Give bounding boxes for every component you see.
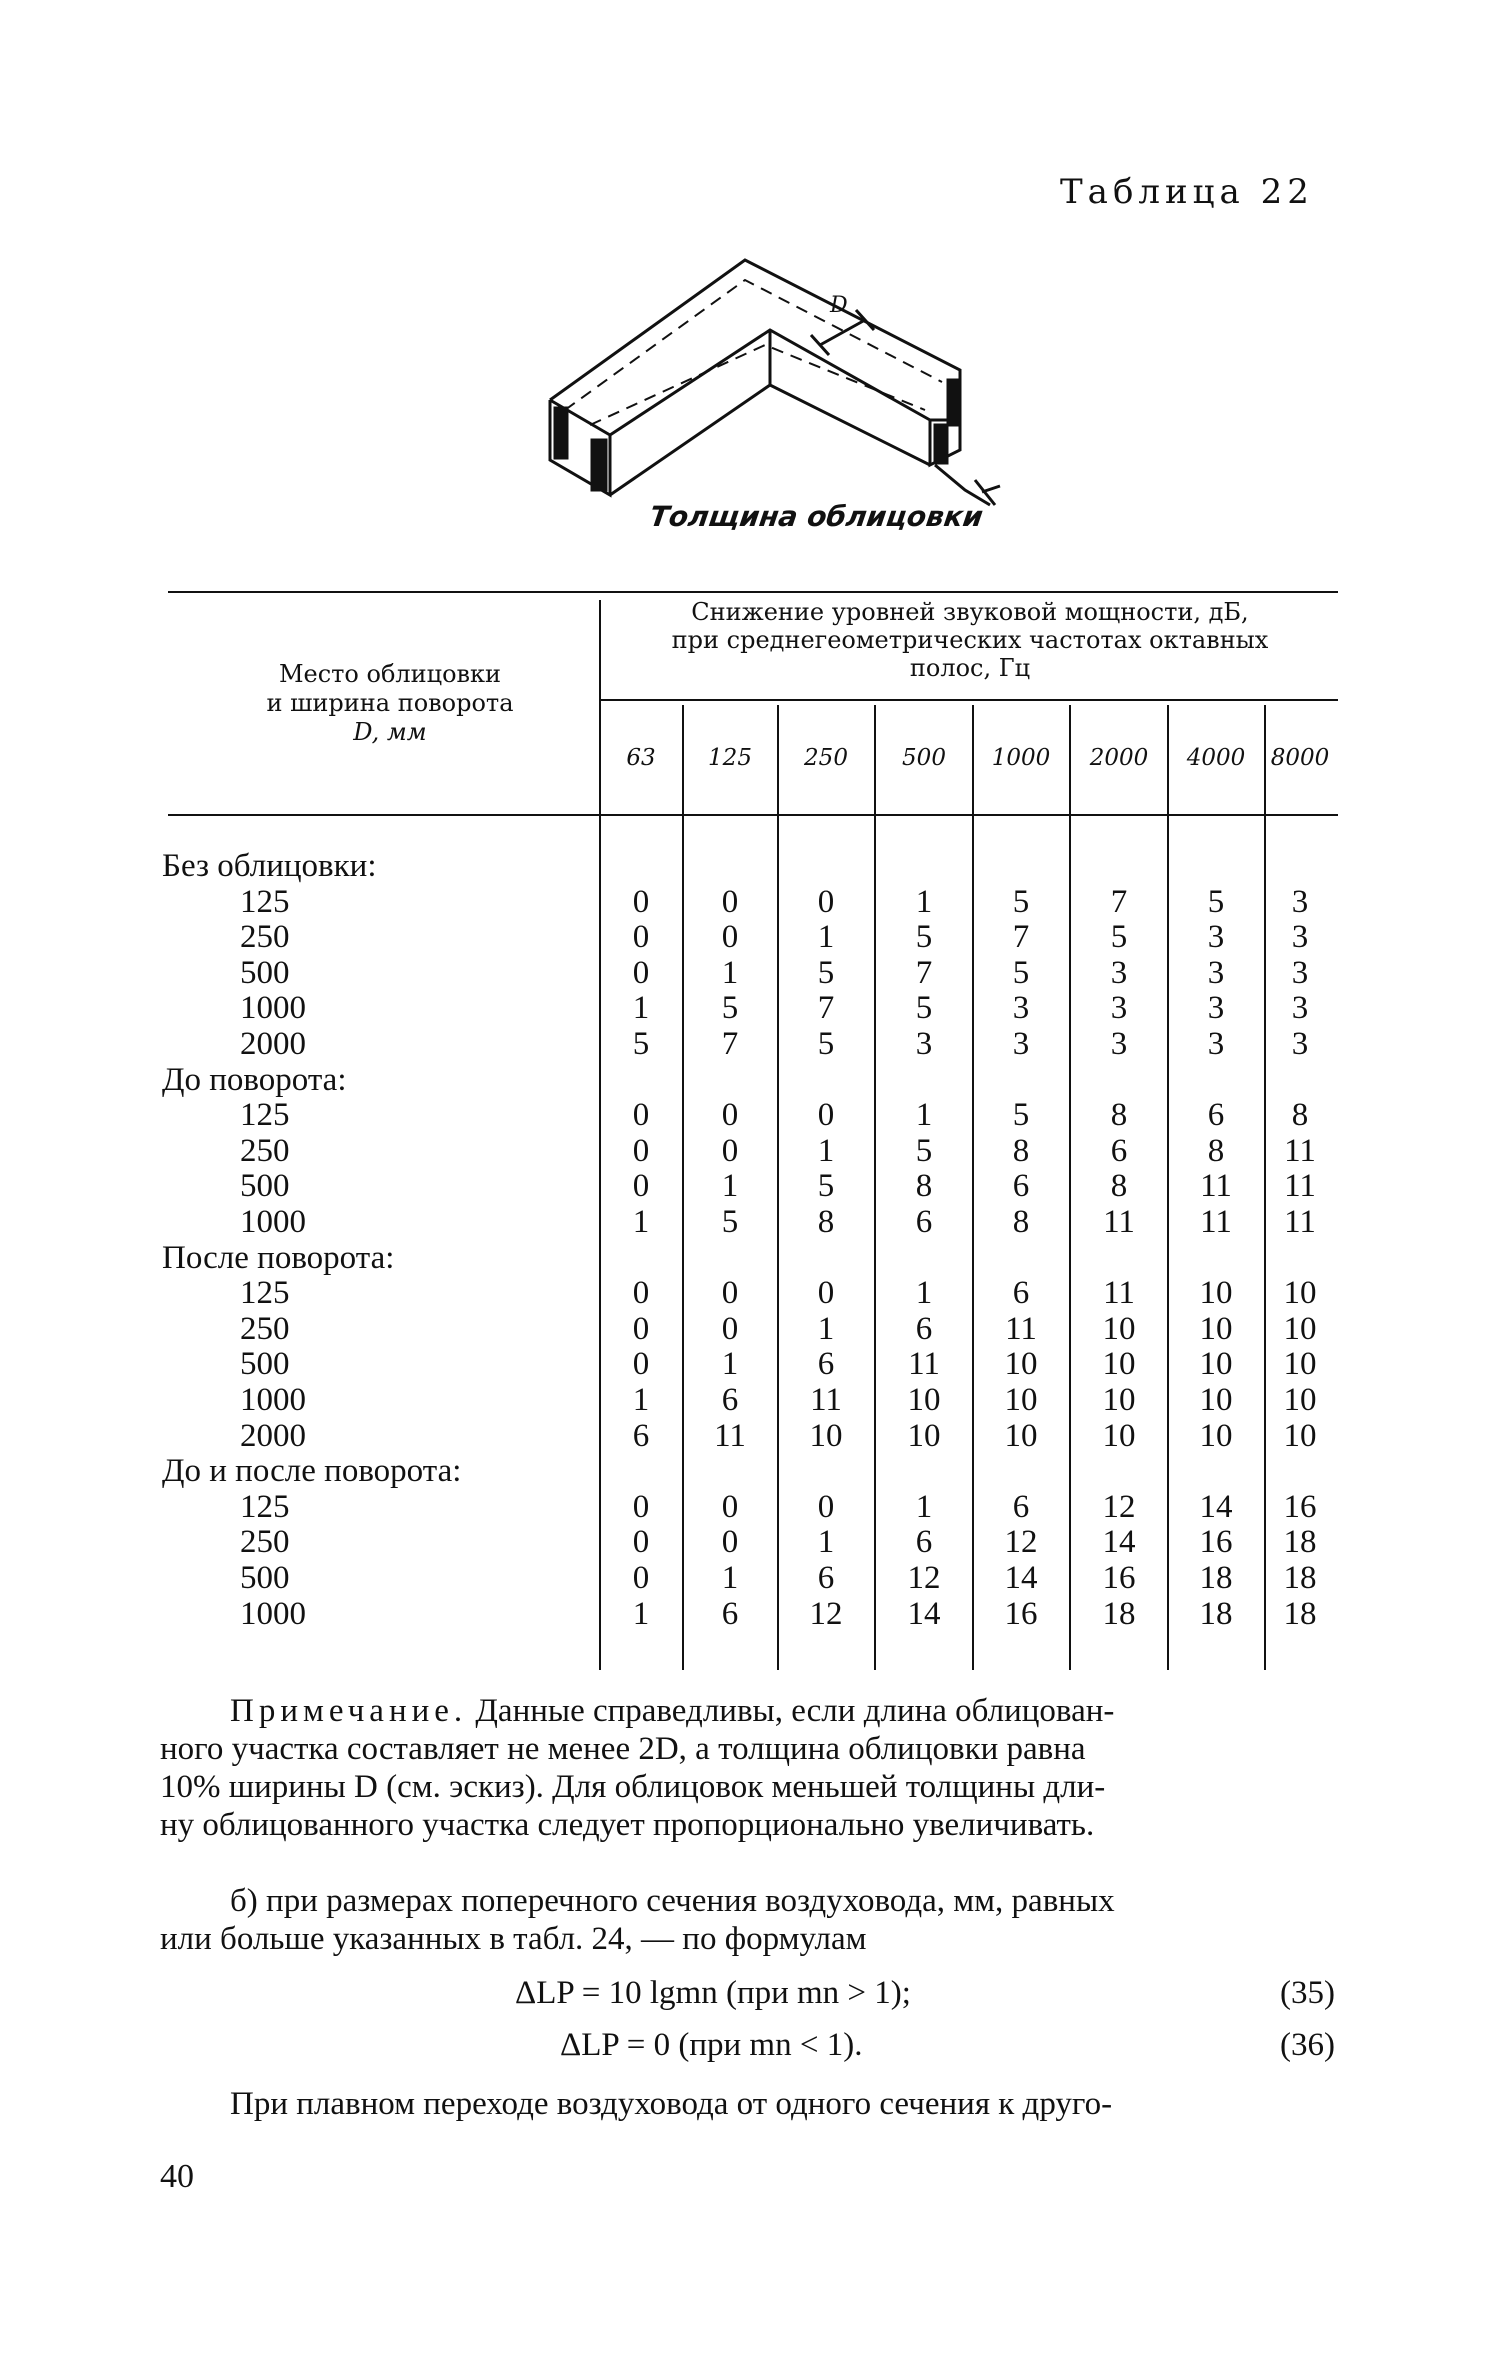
note-text: Данные справедливы, если длина облицован- bbox=[475, 1693, 1115, 1729]
table-cell: 1 bbox=[632, 1596, 650, 1632]
table-cell: 12 bbox=[907, 1560, 941, 1596]
table-cell: 8 bbox=[1207, 1133, 1225, 1169]
row-label: 500 bbox=[240, 1168, 290, 1204]
table-cell: 10 bbox=[1283, 1311, 1317, 1347]
table-cell: 5 bbox=[1207, 884, 1225, 920]
table-cell: 0 bbox=[817, 1097, 835, 1133]
table-cell: 18 bbox=[1199, 1596, 1233, 1632]
table-cell: 10 bbox=[1102, 1311, 1136, 1347]
paragraph-line: б) при размерах поперечного сечения воздуховода, мм, равных bbox=[230, 1883, 1115, 1919]
header-group-line: полос, Гц bbox=[909, 654, 1031, 682]
table-cell: 1 bbox=[817, 1524, 835, 1560]
table-cell: 11 bbox=[1200, 1168, 1232, 1204]
table-cell: 12 bbox=[1102, 1489, 1136, 1525]
table-cell: 1 bbox=[721, 1346, 739, 1382]
table-cell: 0 bbox=[817, 1275, 835, 1311]
table-cell: 0 bbox=[632, 955, 650, 991]
table-cell: 0 bbox=[817, 1489, 835, 1525]
frequency-header: 2000 bbox=[1089, 745, 1149, 771]
row-label: 500 bbox=[240, 1560, 290, 1596]
table-cell: 5 bbox=[817, 1168, 835, 1204]
table-cell: 5 bbox=[632, 1026, 650, 1062]
paragraph-line: или больше указанных в табл. 24, — по формулам bbox=[160, 1921, 867, 1957]
table-cell: 0 bbox=[632, 1346, 650, 1382]
page-number: 40 bbox=[160, 2158, 194, 2195]
note-lead: Примечание. bbox=[230, 1693, 468, 1729]
table-cell: 5 bbox=[915, 1133, 933, 1169]
table-cell: 0 bbox=[817, 884, 835, 920]
table-cell: 8 bbox=[1012, 1204, 1030, 1240]
table-cell: 7 bbox=[817, 990, 835, 1026]
table-cell: 8 bbox=[1110, 1168, 1128, 1204]
table-cell: 6 bbox=[915, 1204, 933, 1240]
table-title: Таблица 22 bbox=[1060, 172, 1314, 212]
table-cell: 18 bbox=[1283, 1524, 1317, 1560]
table-cell: 6 bbox=[1012, 1168, 1030, 1204]
table-cell: 5 bbox=[721, 1204, 739, 1240]
table-cell: 16 bbox=[1283, 1489, 1317, 1525]
table-cell: 3 bbox=[1207, 919, 1225, 955]
table-cell: 5 bbox=[915, 990, 933, 1026]
row-label: 250 bbox=[240, 1524, 290, 1560]
table-cell: 0 bbox=[632, 884, 650, 920]
table-cell: 11 bbox=[1284, 1133, 1316, 1169]
table-cell: 6 bbox=[1012, 1275, 1030, 1311]
table-cell: 6 bbox=[817, 1560, 835, 1596]
row-label: 250 bbox=[240, 919, 290, 955]
table-cell: 10 bbox=[1004, 1346, 1038, 1382]
row-label: 1000 bbox=[240, 990, 306, 1026]
table-cell: 5 bbox=[1012, 884, 1030, 920]
table-cell: 18 bbox=[1199, 1560, 1233, 1596]
frequency-header: 63 bbox=[626, 745, 656, 771]
table-cell: 7 bbox=[915, 955, 933, 991]
note-line bbox=[230, 1692, 1114, 1730]
table-cell: 0 bbox=[721, 1524, 739, 1560]
table-cell: 16 bbox=[1199, 1524, 1233, 1560]
table-cell: 10 bbox=[1199, 1311, 1233, 1347]
table-cell: 10 bbox=[1199, 1418, 1233, 1454]
table-cell: 0 bbox=[632, 919, 650, 955]
table-cell: 11 bbox=[1200, 1204, 1232, 1240]
row-label: 250 bbox=[240, 1311, 290, 1347]
section-label: До и после поворота: bbox=[162, 1453, 462, 1489]
section-label: После поворота: bbox=[162, 1240, 395, 1276]
table-cell: 8 bbox=[817, 1204, 835, 1240]
table-cell: 3 bbox=[915, 1026, 933, 1062]
table-cell: 11 bbox=[714, 1418, 746, 1454]
row-label: 1000 bbox=[240, 1204, 306, 1240]
frequency-header: 4000 bbox=[1186, 745, 1246, 771]
note-line: 10% ширины D (см. эскиз). Для облицовок меньшей толщины дли- bbox=[160, 1769, 1106, 1805]
table-cell: 0 bbox=[721, 884, 739, 920]
table-cell: 18 bbox=[1102, 1596, 1136, 1632]
table-cell: 3 bbox=[1291, 919, 1309, 955]
table-cell: 0 bbox=[632, 1168, 650, 1204]
table-cell: 10 bbox=[1283, 1346, 1317, 1382]
table-cell: 10 bbox=[809, 1418, 843, 1454]
table-cell: 3 bbox=[1207, 1026, 1225, 1062]
note-line: ного участка составляет не менее 2D, а толщина облицовки равна bbox=[160, 1731, 1086, 1767]
table-cell: 1 bbox=[915, 1489, 933, 1525]
table-cell: 11 bbox=[1284, 1168, 1316, 1204]
table-cell: 3 bbox=[1291, 955, 1309, 991]
table-cell: 16 bbox=[1102, 1560, 1136, 1596]
table-cell: 1 bbox=[632, 1204, 650, 1240]
table-cell: 1 bbox=[632, 1382, 650, 1418]
table-cell: 0 bbox=[721, 919, 739, 955]
equation-number: (35) bbox=[1280, 1975, 1335, 2011]
header-place-line: Место облицовки bbox=[278, 660, 502, 688]
table-cell: 3 bbox=[1110, 955, 1128, 991]
row-label: 1000 bbox=[240, 1382, 306, 1418]
header-place-line: и ширина поворота bbox=[266, 689, 514, 717]
table-cell: 10 bbox=[907, 1418, 941, 1454]
table-cell: 1 bbox=[915, 1275, 933, 1311]
frequency-header: 1000 bbox=[991, 745, 1051, 771]
table-cell: 10 bbox=[1102, 1418, 1136, 1454]
table-cell: 0 bbox=[721, 1133, 739, 1169]
table-cell: 0 bbox=[721, 1489, 739, 1525]
table-cell: 18 bbox=[1283, 1560, 1317, 1596]
table-cell: 11 bbox=[1103, 1204, 1135, 1240]
table-cell: 11 bbox=[1005, 1311, 1037, 1347]
table-cell: 3 bbox=[1110, 1026, 1128, 1062]
table-cell: 3 bbox=[1207, 955, 1225, 991]
table-cell: 12 bbox=[809, 1596, 843, 1632]
table-cell: 5 bbox=[721, 990, 739, 1026]
row-label: 125 bbox=[240, 1275, 290, 1311]
table-cell: 0 bbox=[632, 1524, 650, 1560]
table-cell: 0 bbox=[632, 1489, 650, 1525]
table-cell: 0 bbox=[721, 1097, 739, 1133]
table-cell: 0 bbox=[632, 1275, 650, 1311]
table-cell: 3 bbox=[1012, 990, 1030, 1026]
section-label: До поворота: bbox=[162, 1062, 347, 1098]
table-cell: 16 bbox=[1004, 1596, 1038, 1632]
table-cell: 10 bbox=[1102, 1382, 1136, 1418]
table-cell: 11 bbox=[810, 1382, 842, 1418]
table-cell: 18 bbox=[1283, 1596, 1317, 1632]
paragraph-line: При плавном переходе воздуховода от одного сечения к друго- bbox=[230, 2086, 1113, 2122]
table-cell: 0 bbox=[632, 1097, 650, 1133]
table-cell: 3 bbox=[1110, 990, 1128, 1026]
table-cell: 10 bbox=[1199, 1382, 1233, 1418]
frequency-header: 500 bbox=[902, 745, 946, 771]
row-label: 2000 bbox=[240, 1418, 306, 1454]
table-cell: 12 bbox=[1004, 1524, 1038, 1560]
table-cell: 11 bbox=[908, 1346, 940, 1382]
table-cell: 0 bbox=[721, 1311, 739, 1347]
table-cell: 0 bbox=[632, 1133, 650, 1169]
equation-number: (36) bbox=[1280, 2027, 1335, 2063]
table-cell: 6 bbox=[1110, 1133, 1128, 1169]
table-cell: 5 bbox=[915, 919, 933, 955]
table-cell: 6 bbox=[1012, 1489, 1030, 1525]
table-cell: 1 bbox=[721, 1560, 739, 1596]
equation-35: ΔLP = 10 lgmn (при mn > 1); bbox=[515, 1975, 911, 2011]
row-label: 2000 bbox=[240, 1026, 306, 1062]
equation-36: ΔLP = 0 (при mn < 1). bbox=[560, 2027, 863, 2063]
row-label: 1000 bbox=[240, 1596, 306, 1632]
table-cell: 3 bbox=[1291, 884, 1309, 920]
table-cell: 14 bbox=[1199, 1489, 1233, 1525]
table-cell: 5 bbox=[817, 955, 835, 991]
note-line: ну облицованного участка следует пропорционально увеличивать. bbox=[160, 1807, 1095, 1843]
frequency-header: 125 bbox=[708, 745, 752, 771]
table-cell: 6 bbox=[1207, 1097, 1225, 1133]
table-cell: 7 bbox=[721, 1026, 739, 1062]
table-cell: 11 bbox=[1284, 1204, 1316, 1240]
table-cell: 3 bbox=[1012, 1026, 1030, 1062]
table-cell: 8 bbox=[1110, 1097, 1128, 1133]
table-cell: 1 bbox=[721, 955, 739, 991]
table-cell: 10 bbox=[1004, 1418, 1038, 1454]
table-cell: 10 bbox=[1283, 1418, 1317, 1454]
table-cell: 0 bbox=[632, 1311, 650, 1347]
table-cell: 14 bbox=[907, 1596, 941, 1632]
table-cell: 7 bbox=[1110, 884, 1128, 920]
header-group-line: Снижение уровней звуковой мощности, дБ, bbox=[691, 598, 1249, 626]
table-cell: 8 bbox=[915, 1168, 933, 1204]
row-label: 500 bbox=[240, 1346, 290, 1382]
row-label: 125 bbox=[240, 1489, 290, 1525]
table-cell: 6 bbox=[817, 1346, 835, 1382]
table-cell: 10 bbox=[1283, 1275, 1317, 1311]
table-cell: 14 bbox=[1004, 1560, 1038, 1596]
row-label: 250 bbox=[240, 1133, 290, 1169]
table-cell: 1 bbox=[817, 1133, 835, 1169]
table-cell: 0 bbox=[632, 1560, 650, 1596]
table-cell: 6 bbox=[915, 1311, 933, 1347]
table-cell: 0 bbox=[721, 1275, 739, 1311]
row-label: 500 bbox=[240, 955, 290, 991]
table-cell: 10 bbox=[1199, 1346, 1233, 1382]
table-cell: 5 bbox=[1012, 1097, 1030, 1133]
table-cell: 14 bbox=[1102, 1524, 1136, 1560]
table-cell: 1 bbox=[721, 1168, 739, 1204]
row-label: 125 bbox=[240, 1097, 290, 1133]
table-cell: 10 bbox=[1199, 1275, 1233, 1311]
table-cell: 6 bbox=[721, 1382, 739, 1418]
section-label: Без облицовки: bbox=[162, 848, 377, 884]
sketch-caption: Толщина облицовки bbox=[647, 500, 985, 533]
table-cell: 6 bbox=[721, 1596, 739, 1632]
header-group bbox=[610, 598, 1330, 682]
header-group-line: при среднегеометрических частотах октавных bbox=[671, 626, 1269, 654]
table-cell: 10 bbox=[907, 1382, 941, 1418]
table-cell: 5 bbox=[817, 1026, 835, 1062]
header-place bbox=[205, 660, 575, 747]
table-cell: 3 bbox=[1207, 990, 1225, 1026]
table-cell: 8 bbox=[1012, 1133, 1030, 1169]
table-cell: 10 bbox=[1004, 1382, 1038, 1418]
table-cell: 5 bbox=[1012, 955, 1030, 991]
row-label: 125 bbox=[240, 884, 290, 920]
table-cell: 11 bbox=[1103, 1275, 1135, 1311]
table-cell: 10 bbox=[1283, 1382, 1317, 1418]
sketch-dim-label: D bbox=[830, 293, 848, 318]
table-cell: 1 bbox=[915, 884, 933, 920]
table-cell: 1 bbox=[817, 919, 835, 955]
table-cell: 1 bbox=[915, 1097, 933, 1133]
header-place-line: D, мм bbox=[353, 718, 427, 746]
table-cell: 3 bbox=[1291, 990, 1309, 1026]
table-cell: 3 bbox=[1291, 1026, 1309, 1062]
table-cell: 1 bbox=[817, 1311, 835, 1347]
table-cell: 5 bbox=[1110, 919, 1128, 955]
table-cell: 7 bbox=[1012, 919, 1030, 955]
table-cell: 1 bbox=[632, 990, 650, 1026]
table-cell: 6 bbox=[632, 1418, 650, 1454]
frequency-header: 8000 bbox=[1270, 745, 1330, 771]
table-cell: 10 bbox=[1102, 1346, 1136, 1382]
table-cell: 6 bbox=[915, 1524, 933, 1560]
table-cell: 8 bbox=[1291, 1097, 1309, 1133]
frequency-header: 250 bbox=[804, 745, 848, 771]
